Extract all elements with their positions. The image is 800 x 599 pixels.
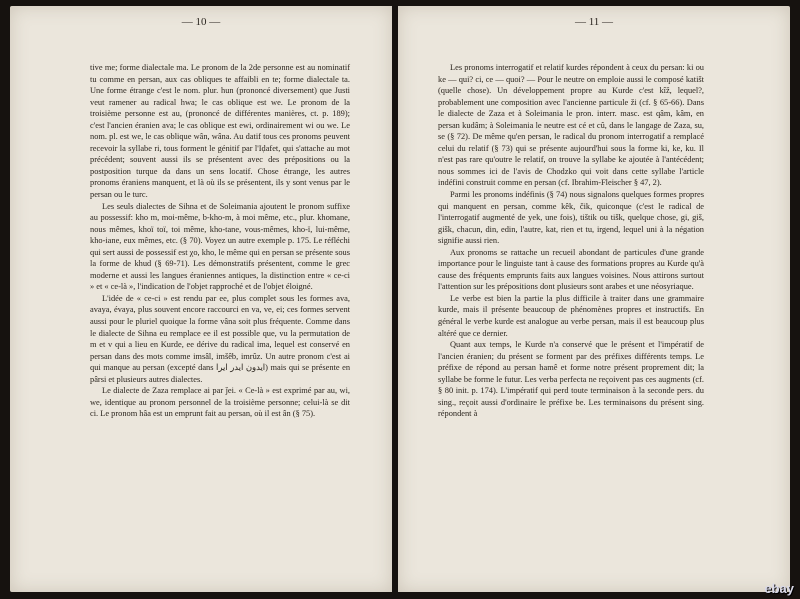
paragraph: Quant aux temps, le Kurde n'a conservé que le présent et l'impératif de l'ancien éranien; du présent se forment par des préfixes différents temps. Le préfixe de répond au persan hamê et forme notre présent proprement dit; la syllabe be forme le futur. Les verba perfecta ne reçoivent pas ces augments (cf. § 80 init. p. 174). L'impératif qui perd toute terminaison à la seconde pers. du sing., reçoit aussi d'ordinaire le préfixe be. Les terminaisons du présent sing. répondent à bbox=[438, 340, 704, 419]
right-book-page bbox=[398, 6, 790, 592]
paragraph: L'idée de « ce-ci » est rendu par ee, plus complet sous les formes ava, avaya, évaya, plus souvent encore raccourci en va, ve, ei; ces formes servent aussi pour le pluriel quoique la forme vâna soit plus fréquente. Comme dans le dialecte de Sihna eu remplace ee il est possible que, vu la permutation de m et v qui a lieu en Kurde, ee dérive du radical ima, lequel est conservé en persan dans des mots comme imsâl, imšêb, imrûz. Un autre pronom c'est ai qui manque au persan (excepté dans ایدون ایدر ایرا) mais qui se présente en pârsi et plusieurs autres dialectes. bbox=[90, 293, 351, 384]
page-number-left: — 10 — bbox=[181, 16, 221, 28]
paragraph: Le dialecte de Zaza remplace ai par ǰei. « Ce-là » est exprimé par au, wi, we, identique au pronom personnel de la troisième personne; celui-là se dit ci. Le pronom hâa est un emprunt fait au persan, où il est ân (§ 75). bbox=[90, 386, 350, 419]
paragraph: Parmi les pronoms indéfinis (§ 74) nous signalons quelques formes propres qui manquent en persan, comme kêk, čik, quiconque (c'est le radical de l'interrogatif augmenté de yek, une fois), tištik ou tišk, quelque chose, gi, giš, gišk, chacun, din, edin, l'autre, kat, rien et tu, irgend, lequel uni à la négation signifie aussi rien. bbox=[438, 190, 704, 246]
ebay-watermark: ebay bbox=[764, 581, 794, 596]
paragraph: Le verbe est bien la partie la plus difficile à traiter dans une grammaire kurde, mais il présente beaucoup de phénomènes propres et instructifs. En général le verbe kurde est analogue au verbe persan, mais il est beaucoup plus altéré que ce dernier. bbox=[438, 293, 704, 338]
paragraph: Aux pronoms se rattache un recueil abondant de particules d'une grande importance pour le linguiste tant à cause des formations propres au Kurde qu'à cause des fréquents emprunts faits aux langues voisines. Nous attirons surtout l'attention sur les prépositions dont plusieurs sont arabes et une néosyriaque. bbox=[438, 247, 704, 292]
page-number-right: — 11 — bbox=[574, 16, 614, 28]
paragraph: Les pronoms interrogatif et relatif kurdes répondent à ceux du persan: ki ou ke — qui? ci, ce — quoi? — Pour le neutre on emploie aussi le composé katišt (quelle chose). Un développement propre au Kurde c'est kîž, lequel?, probablement une composition avec l'ancienne particule ži (cf. § 65-66). Dans le dialecte de Zaza et à Soleimania le pron. interr. masc. est qâm, kâm, en persan kudâm; à Soleimania le neutre est cé et cû, dans le langage de Zaza, su, se (§ 72). De même qu'en persan, le radical du pronom interrogatif a remplacé celui du relatif (§ 73) qui se présente aujourd'hui sous la forme ki, ke, ku. Il n'est pas rare qu'outre le relatif, on trouve la syllabe ke ajoutée à l'antécédent; nous sommes ici de l'avis de Chodzko qui voit dans cette syllabe l'article indéfini construit comme en persan (cf. Ibrahim-Fleischer § 47, 2). bbox=[438, 63, 704, 188]
paragraph: tive me; forme dialectale ma. Le pronom de la 2de personne est au nominatif tu comme en persan, aux cas obliques te affaibli en te; forme dialectale ta. Une forme étrange c'est le nom. plur. hun (prononcé diversement) que Justi veut ramener au radical hwa; le cas oblique est we. Le pronom de la troisième personne est au, (prononcé de différentes manières, ct. p. 189); c'est l'ancien éranien ava; le cas oblique est ewi, ordinairement wi ou we. Le nom. pl. est we, le cas oblique wân, wâna. Au datif tous ces pronoms peuvent recevoir la syllabe ri, tous forment le génitif par l'Iḍafet, qui s'attache au mot précédent; souvent aussi ils se présentent avec des prépositions ou la postposition turque da dans un sens locatif. Chose étrange, les autres pronoms éraniens manquent, et là où ils se présentent, ils y sont venus par le persan ou le turc. bbox=[90, 63, 350, 200]
right-page-text bbox=[438, 62, 704, 420]
left-book-page bbox=[10, 6, 392, 592]
paragraph: Les seuls dialectes de Sihna et de Soleimania ajoutent le pronom suffixe au possessif: kho m, moi-même, b-kho-m, à moi même, etc., plur. khomane, nous mêmes, khoï toï, toi même, kho-tane, vous-mêmes, kho-ï, lui-même, kho-iane, eux mêmes, etc. (§ 70). Voyez un autre exemple p. 175. Le réfléchi qui sert aussi de possessif est χo, kho, le même qui en persan se présente sous la forme de khud (§ 69-71). Les démonstratifs présentent, comme le grec moderne et aussi les langues éraniennes antiques, la distinction entre « ce-ci » et « ce-là », l'indication de l'objet rapproché et de l'objet éloigné. bbox=[90, 201, 350, 292]
left-page-text bbox=[90, 62, 350, 420]
